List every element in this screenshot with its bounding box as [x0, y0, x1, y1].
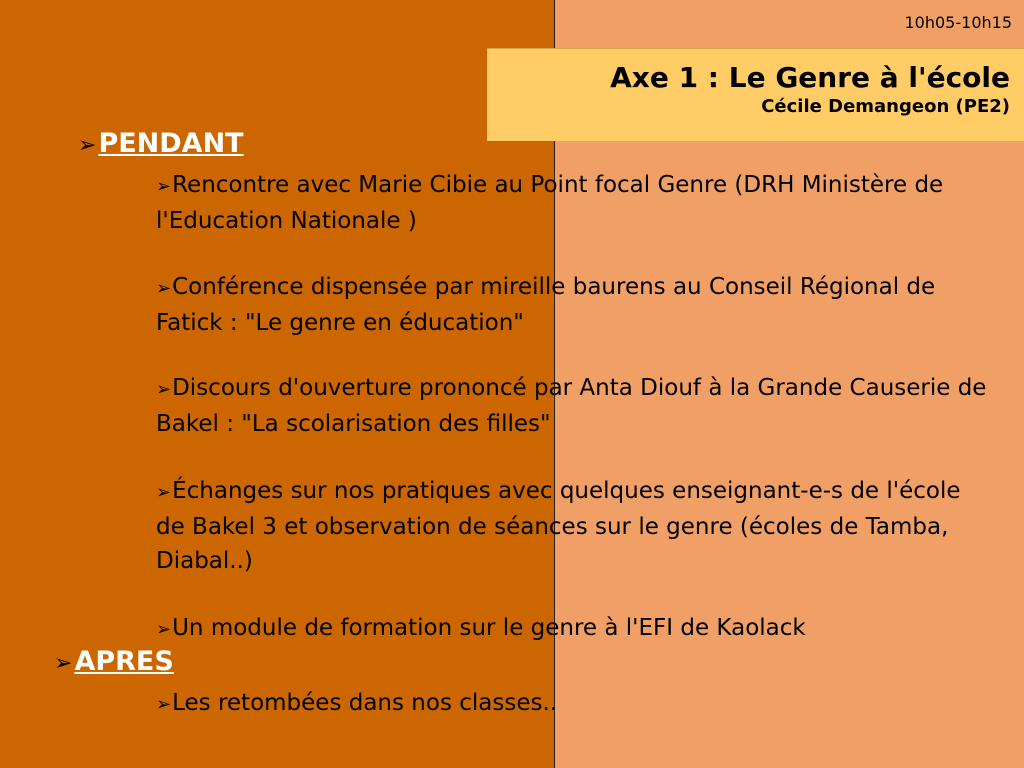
arrow-bullet-icon: ➢ [54, 651, 73, 676]
list-item-text: Échanges sur nos pratiques avec quelques enseignant-e-s de l'école de Bakel 3 et observation de séances sur le genre (écoles de Tamba, Diabal..) [156, 478, 961, 574]
list-item [156, 686, 996, 722]
arrow-bullet-icon: ➢ [156, 278, 172, 299]
list-item-text: Conférence dispensée par mireille baurens au Conseil Régional de Fatick : "Le genre en éducation" [156, 274, 936, 336]
list-item [156, 270, 996, 340]
list-item-text: Un module de formation sur le genre à l'EFI de Kaolack [172, 615, 806, 641]
list-item-text: Discours d'ouverture prononcé par Anta Diouf à la Grande Causerie de Bakel : "La scolarisation des filles" [156, 375, 987, 437]
list-item [156, 474, 996, 578]
section-heading-pendant [78, 128, 244, 159]
section-heading-label: PENDANT [98, 128, 244, 159]
arrow-bullet-icon: ➢ [156, 482, 172, 503]
list-item [156, 371, 996, 441]
slide-title: Axe 1 : Le Genre à l'école [610, 61, 1010, 94]
section-heading-apres [54, 646, 174, 677]
slide-subtitle: Cécile Demangeon (PE2) [761, 96, 1010, 117]
list-item-text: Les retombées dans nos classes.. [172, 690, 558, 716]
list-item [156, 168, 996, 238]
arrow-bullet-icon: ➢ [156, 619, 172, 640]
arrow-bullet-icon: ➢ [156, 379, 172, 400]
time-label: 10h05-10h15 [904, 13, 1012, 32]
arrow-bullet-icon: ➢ [156, 694, 172, 715]
list-item [156, 611, 996, 647]
arrow-bullet-icon: ➢ [156, 176, 172, 197]
arrow-bullet-icon: ➢ [78, 133, 97, 158]
list-item-text: Rencontre avec Marie Cibie au Point focal Genre (DRH Ministère de l'Education Nationale ) [156, 172, 944, 234]
section-heading-label: APRES [74, 646, 174, 677]
